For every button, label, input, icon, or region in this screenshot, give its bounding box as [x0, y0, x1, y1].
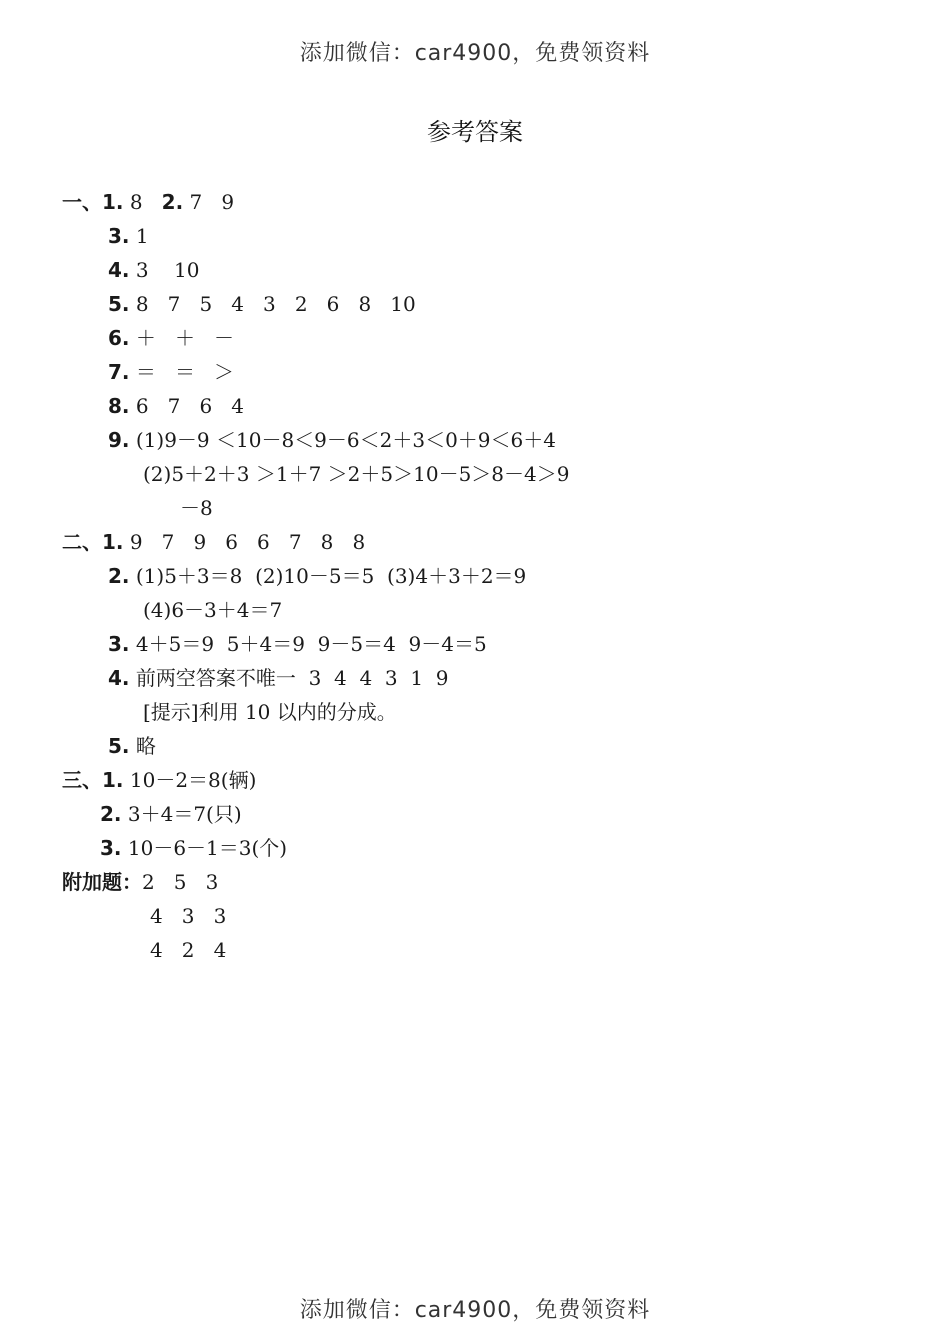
- answer-line: 附加题：2 5 3: [62, 870, 219, 894]
- answer-line: 6. ＋ ＋ －: [108, 326, 235, 350]
- hint-line: [提示]利用 10 以内的分成。: [143, 700, 397, 724]
- answer-line: (2)5＋2＋3 ＞1＋7 ＞2＋5＞10－5＞8－4＞9: [143, 462, 570, 486]
- answer-line: 4 2 4: [150, 938, 227, 962]
- answer-line: 4. 3 10: [108, 258, 200, 282]
- watermark-bottom: 添加微信：car4900，免费领资料: [299, 1298, 651, 1323]
- answer-line: 3. 1: [108, 224, 149, 248]
- watermark-top: 添加微信：car4900，免费领资料: [299, 41, 651, 66]
- answer-line: －8: [180, 496, 213, 520]
- answer-line: (4)6－3＋4＝7: [143, 598, 283, 622]
- answer-line: 2. (1)5＋3＝8 (2)10－5＝5 (3)4＋3＋2＝9: [108, 564, 527, 588]
- answer-line: 2. 3＋4＝7(只): [100, 802, 242, 826]
- answer-line: 3. 4＋5＝9 5＋4＝9 9－5＝4 9－4＝5: [108, 632, 487, 656]
- page-title: 参考答案: [427, 118, 523, 146]
- answer-line: 4 3 3: [150, 904, 227, 928]
- answer-line: 7. ＝ ＝ ＞: [108, 360, 235, 384]
- answer-line: 一、1. 8 2. 7 9: [62, 190, 235, 214]
- answer-line: 5. 8 7 5 4 3 2 6 8 10: [108, 292, 416, 316]
- answer-line: 4. 前两空答案不唯一 3 4 4 3 1 9: [108, 666, 449, 690]
- answer-line: 8. 6 7 6 4: [108, 394, 244, 418]
- answer-line: 二、1. 9 7 9 6 6 7 8 8: [62, 530, 366, 554]
- answer-line: 5. 略: [108, 734, 156, 758]
- answer-line: 三、1. 10－2＝8(辆): [62, 768, 257, 792]
- answer-line: 9. (1)9－9 ＜10－8＜9－6＜2＋3＜0＋9＜6＋4: [108, 428, 556, 452]
- answer-line: 3. 10－6－1＝3(个): [100, 836, 288, 860]
